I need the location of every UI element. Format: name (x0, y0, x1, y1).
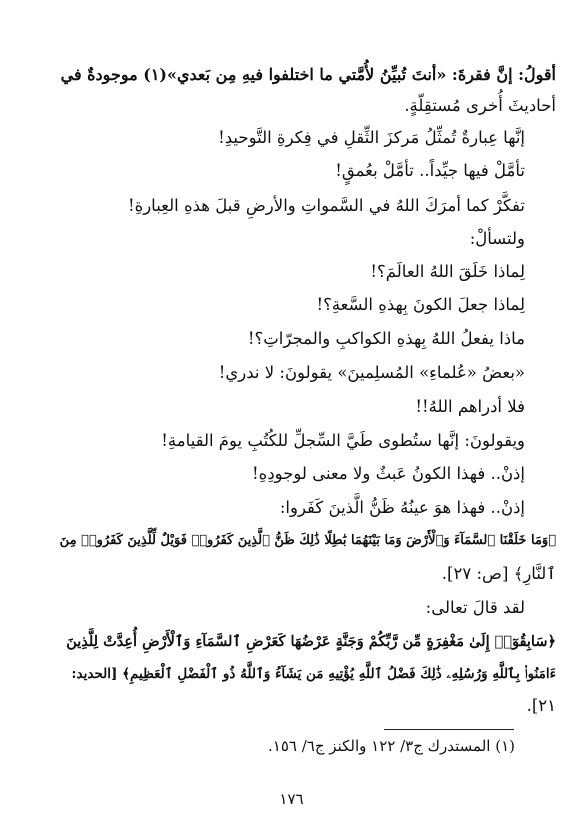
paragraph-line-13: إذنْ.. فهذا الكونُ عَبثٌ ولا معنى لوجودِهِ! (252, 464, 525, 483)
paragraph-line-17: لقد قالَ تعالى: (425, 598, 525, 617)
paragraph-line-7: لِماذا خَلَقَ اللهُ العالَمَ؟! (370, 262, 525, 281)
paragraph-line-8: لِماذا جعلَ الكونَ بِهذهِ السَّعةِ؟! (316, 295, 525, 314)
paragraph-line-2: أحاديثَ أُخرى مُستقِلّةٍ. (404, 96, 556, 115)
footnote-separator (384, 729, 514, 730)
paragraph-line-14: إذنْ.. فهذا هوَ عينُهُ ظَنُّ الَّذينَ كَفَروا: (279, 498, 525, 517)
quran-verse-line-5: ٢١]. (526, 696, 556, 715)
page-number: ١٧٦ (279, 790, 304, 808)
paragraph-line-6: ولتسألْ: (469, 229, 525, 248)
paragraph-line-9: ماذا يفعلُ اللهُ بِهذهِ الكواكبِ والمجرّاتِ؟! (247, 329, 525, 348)
paragraph-line-1: أقولُ: إنَّ فقرةَ: «أنتَ تُبيِّنُ لأُمَّتي ما اختلفوا فيهِ مِن بَعدي»(١) موجودةٌ في (60, 65, 556, 84)
quran-verse-line-3: ﴿سَابِقُوٓا۟ إِلَىٰ مَغْفِرَةٍ مِّن رَّبِّكُمْ وَجَنَّةٍ عَرْضُهَا كَعَرْضِ ٱلسَّمَآءِ وَٱلْأَرْضِ أُعِدَّتْ لِلَّذِينَ (66, 633, 556, 650)
footnote: (١) المستدرك ج٣/ ١٢٢ والكنز ج٦/ ١٥٦. (268, 737, 515, 755)
quran-verse-line-4: ءَامَنُوا۟ بِٱللَّهِ وَرُسُلِهِۦ ذَٰلِكَ فَضْلُ ٱللَّهِ يُؤْتِيهِ مَن يَشَآءُ وَٱللَّهُ ذُو ٱلْفَضْلِ ٱلْعَظِيمِ﴾ [الحديد: (71, 666, 556, 682)
paragraph-line-10: «بعضُ «عُلماءِ» المُسلِمينَ» يقولونَ: لا ندري! (218, 363, 525, 382)
paragraph-line-11: فلا أدراهم اللهُ!! (415, 397, 525, 416)
quran-verse-line-1: ﴿وَمَا خَلَقْنَا ٱلسَّمَآءَ وَٱلْأَرْضَ وَمَا بَيْنَهُمَا بَٰطِلًا ذَٰلِكَ ظَنُّ ٱلَّذِينَ كَفَرُوا۟ فَوَيْلٌ لِّلَّذِينَ كَفَرُوا۟ مِنَ (59, 533, 556, 548)
paragraph-line-4: تأمَّلْ فيها جيِّداً.. تأمَّلْ بعُمقٍ! (335, 161, 525, 180)
paragraph-line-5: تفكَّرْ كما أمرَكَ اللهُ في السَّمواتِ والأرضِ قبلَ هذهِ العِبارةِ! (127, 196, 525, 215)
paragraph-line-3: إنَّها عِبارةٌ تُمثِّلُ مَركزَ الثِّقلِ في فِكرةِ التَّوحيدِ! (218, 128, 525, 147)
quran-verse-line-2: ٱلنَّارِ﴾ [ص: ٢٧]. (441, 564, 556, 583)
paragraph-line-12: ويقولونَ: إنَّها ستُطوى طَيَّ السِّجلِّ للكُتُبِ يومَ القيامةِ! (161, 431, 525, 450)
